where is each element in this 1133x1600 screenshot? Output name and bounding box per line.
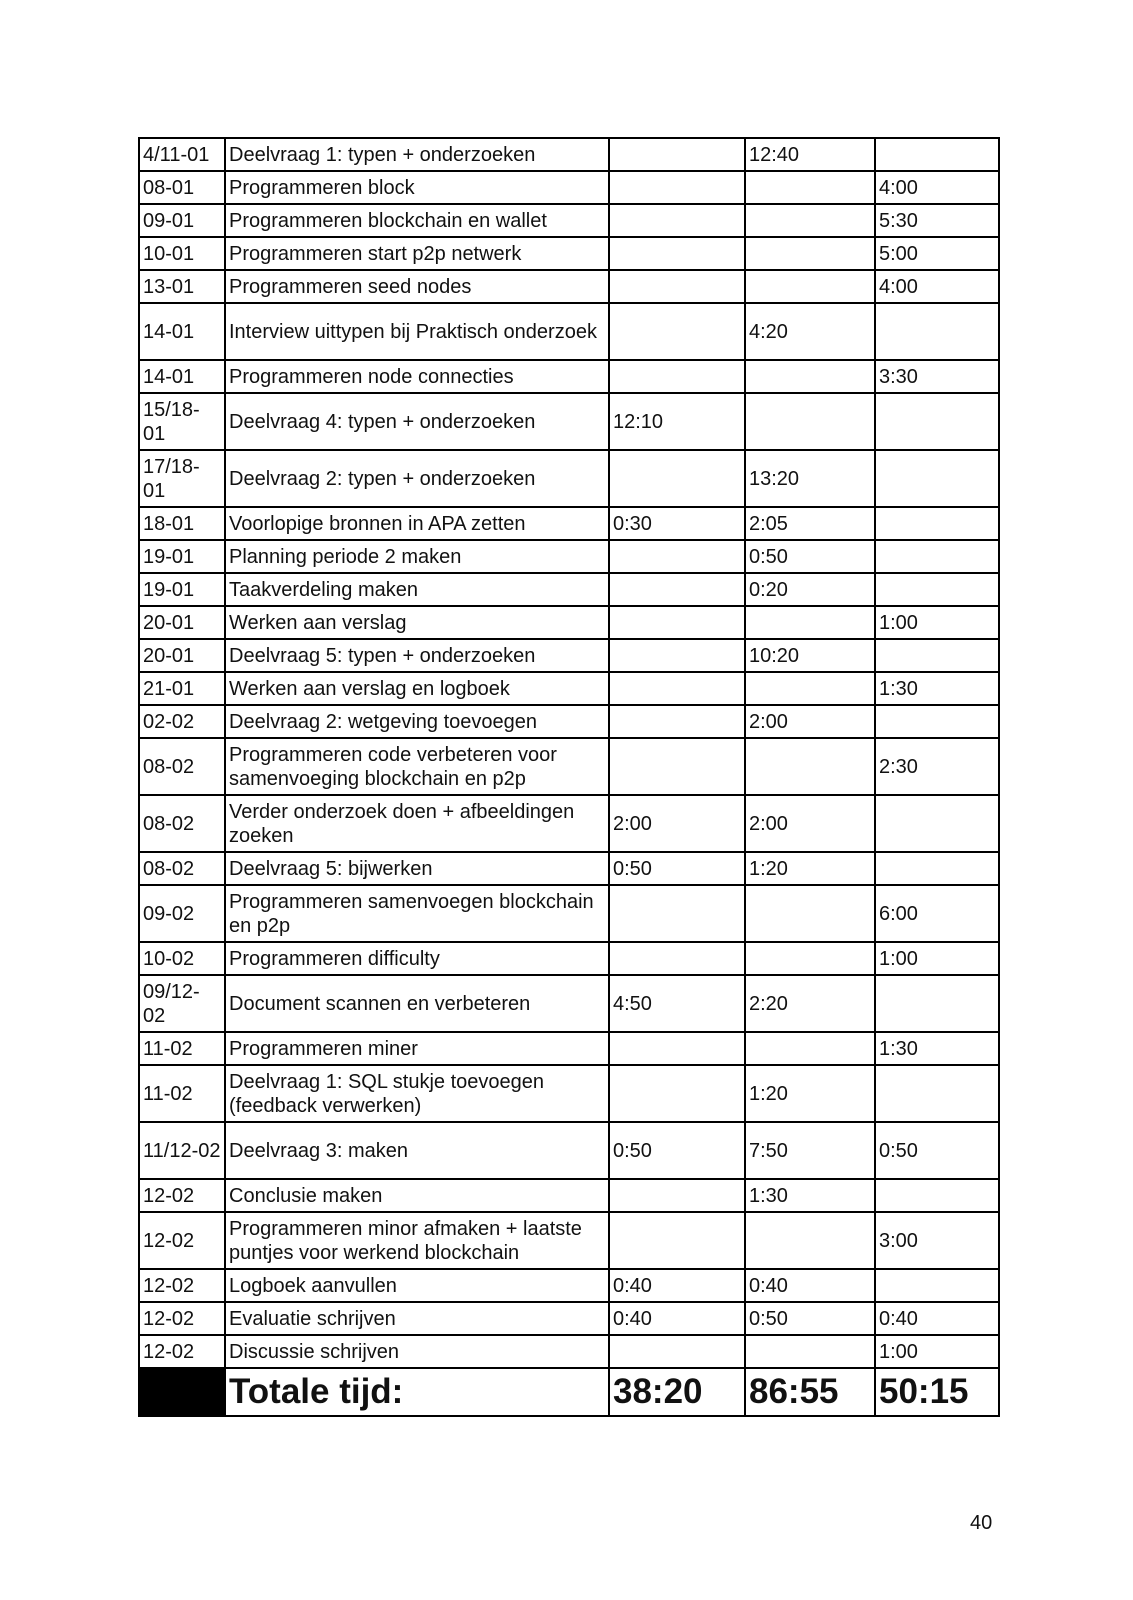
- time-col-a-cell: [609, 1179, 745, 1212]
- activity-cell: Deelvraag 1: typen + onderzoeken: [225, 138, 609, 171]
- table-row: [139, 237, 999, 270]
- activity-cell: Deelvraag 5: typen + onderzoeken: [225, 639, 609, 672]
- time-col-b-cell: 2:00: [745, 795, 875, 852]
- time-col-b-cell: [745, 1032, 875, 1065]
- time-col-c-cell: 5:30: [875, 204, 999, 237]
- date-cell: 11-02: [139, 1065, 225, 1122]
- time-col-c-cell: [875, 639, 999, 672]
- table-row: [139, 303, 999, 360]
- time-col-c-cell: [875, 795, 999, 852]
- date-cell: 14-01: [139, 303, 225, 360]
- total-col-a: 38:20: [609, 1368, 745, 1416]
- time-col-c-cell: [875, 1179, 999, 1212]
- time-col-a-cell: [609, 270, 745, 303]
- table-row: [139, 975, 999, 1032]
- date-cell: 09-02: [139, 885, 225, 942]
- time-col-a-cell: [609, 171, 745, 204]
- time-col-c-cell: 0:50: [875, 1122, 999, 1179]
- page-number: 40: [970, 1512, 993, 1534]
- table-row: [139, 738, 999, 795]
- date-cell: 09/12-02: [139, 975, 225, 1032]
- time-col-a-cell: 0:40: [609, 1302, 745, 1335]
- time-col-a-cell: [609, 573, 745, 606]
- time-col-c-cell: [875, 975, 999, 1032]
- time-col-a-cell: 0:40: [609, 1269, 745, 1302]
- time-col-b-cell: 10:20: [745, 639, 875, 672]
- time-col-b-cell: [745, 672, 875, 705]
- time-col-a-cell: [609, 540, 745, 573]
- activity-cell: Programmeren seed nodes: [225, 270, 609, 303]
- time-col-a-cell: 4:50: [609, 975, 745, 1032]
- date-cell: 15/18-01: [139, 393, 225, 450]
- activity-cell: Programmeren blockchain en wallet: [225, 204, 609, 237]
- table-row: [139, 1065, 999, 1122]
- time-col-a-cell: [609, 1335, 745, 1368]
- table-row: [139, 171, 999, 204]
- time-col-a-cell: [609, 450, 745, 507]
- activity-cell: Werken aan verslag en logboek: [225, 672, 609, 705]
- date-cell: 4/11-01: [139, 138, 225, 171]
- date-cell: 11/12-02: [139, 1122, 225, 1179]
- time-col-a-cell: [609, 942, 745, 975]
- time-col-b-cell: 2:20: [745, 975, 875, 1032]
- table-row: [139, 606, 999, 639]
- date-cell: 19-01: [139, 573, 225, 606]
- time-col-b-cell: 2:05: [745, 507, 875, 540]
- table-row: [139, 1302, 999, 1335]
- time-col-a-cell: [609, 1065, 745, 1122]
- table-row: [139, 450, 999, 507]
- date-cell: 12-02: [139, 1179, 225, 1212]
- time-col-c-cell: 3:00: [875, 1212, 999, 1269]
- time-col-c-cell: 1:00: [875, 1335, 999, 1368]
- time-col-b-cell: [745, 360, 875, 393]
- time-col-b-cell: [745, 738, 875, 795]
- time-col-c-cell: 3:30: [875, 360, 999, 393]
- time-col-b-cell: [745, 204, 875, 237]
- date-cell: 02-02: [139, 705, 225, 738]
- time-col-b-cell: 1:20: [745, 1065, 875, 1122]
- activity-cell: Deelvraag 2: typen + onderzoeken: [225, 450, 609, 507]
- total-row: [139, 1368, 999, 1416]
- time-col-b-cell: [745, 606, 875, 639]
- time-col-c-cell: 1:30: [875, 672, 999, 705]
- activity-cell: Taakverdeling maken: [225, 573, 609, 606]
- time-col-a-cell: 12:10: [609, 393, 745, 450]
- activity-cell: Verder onderzoek doen + afbeeldingen zoeken: [225, 795, 609, 852]
- time-col-b-cell: 1:20: [745, 852, 875, 885]
- date-cell: 08-02: [139, 852, 225, 885]
- activity-cell: Logboek aanvullen: [225, 1269, 609, 1302]
- time-col-a-cell: [609, 705, 745, 738]
- activity-cell: Document scannen en verbeteren: [225, 975, 609, 1032]
- date-cell: 09-01: [139, 204, 225, 237]
- activity-cell: Programmeren start p2p netwerk: [225, 237, 609, 270]
- table-row: [139, 705, 999, 738]
- time-col-c-cell: 1:00: [875, 606, 999, 639]
- total-col-c: 50:15: [875, 1368, 999, 1416]
- date-cell: 10-01: [139, 237, 225, 270]
- time-col-b-cell: [745, 270, 875, 303]
- date-cell: 10-02: [139, 942, 225, 975]
- table-row: [139, 138, 999, 171]
- date-cell: 13-01: [139, 270, 225, 303]
- time-col-b-cell: [745, 942, 875, 975]
- time-col-a-cell: [609, 1212, 745, 1269]
- table-row: [139, 360, 999, 393]
- time-col-b-cell: 0:40: [745, 1269, 875, 1302]
- time-col-b-cell: [745, 1335, 875, 1368]
- time-col-a-cell: 0:50: [609, 1122, 745, 1179]
- date-cell: 08-01: [139, 171, 225, 204]
- table-row: [139, 270, 999, 303]
- date-cell: 08-02: [139, 795, 225, 852]
- activity-cell: Voorlopige bronnen in APA zetten: [225, 507, 609, 540]
- time-col-a-cell: [609, 237, 745, 270]
- time-col-a-cell: [609, 138, 745, 171]
- time-col-c-cell: 5:00: [875, 237, 999, 270]
- table-row: [139, 540, 999, 573]
- activity-cell: Deelvraag 1: SQL stukje toevoegen (feedback verwerken): [225, 1065, 609, 1122]
- date-cell: 17/18-01: [139, 450, 225, 507]
- total-label: Totale tijd:: [225, 1368, 609, 1416]
- date-cell: 12-02: [139, 1302, 225, 1335]
- time-col-c-cell: [875, 573, 999, 606]
- activity-cell: Deelvraag 5: bijwerken: [225, 852, 609, 885]
- time-col-c-cell: [875, 393, 999, 450]
- time-col-a-cell: [609, 639, 745, 672]
- table-row: [139, 204, 999, 237]
- activity-cell: Planning periode 2 maken: [225, 540, 609, 573]
- time-col-a-cell: [609, 204, 745, 237]
- time-log-table: [138, 137, 1000, 1417]
- time-col-a-cell: [609, 360, 745, 393]
- time-col-a-cell: [609, 1032, 745, 1065]
- activity-cell: Werken aan verslag: [225, 606, 609, 639]
- date-cell: 12-02: [139, 1269, 225, 1302]
- activity-cell: Deelvraag 4: typen + onderzoeken: [225, 393, 609, 450]
- time-col-c-cell: [875, 540, 999, 573]
- time-col-a-cell: [609, 738, 745, 795]
- time-col-c-cell: [875, 705, 999, 738]
- date-cell: 20-01: [139, 639, 225, 672]
- activity-cell: Evaluatie schrijven: [225, 1302, 609, 1335]
- time-col-c-cell: 1:30: [875, 1032, 999, 1065]
- time-col-b-cell: 0:50: [745, 1302, 875, 1335]
- activity-cell: Conclusie maken: [225, 1179, 609, 1212]
- time-col-b-cell: 1:30: [745, 1179, 875, 1212]
- time-col-c-cell: [875, 1269, 999, 1302]
- time-col-b-cell: 0:50: [745, 540, 875, 573]
- activity-cell: Programmeren miner: [225, 1032, 609, 1065]
- time-col-a-cell: [609, 303, 745, 360]
- activity-cell: Discussie schrijven: [225, 1335, 609, 1368]
- time-col-c-cell: [875, 138, 999, 171]
- date-cell: 12-02: [139, 1212, 225, 1269]
- activity-cell: Programmeren block: [225, 171, 609, 204]
- table-row: [139, 639, 999, 672]
- time-col-a-cell: 0:50: [609, 852, 745, 885]
- time-col-c-cell: 0:40: [875, 1302, 999, 1335]
- time-col-c-cell: 4:00: [875, 171, 999, 204]
- table-row: [139, 1269, 999, 1302]
- time-col-b-cell: 4:20: [745, 303, 875, 360]
- time-col-c-cell: [875, 450, 999, 507]
- table-row: [139, 1032, 999, 1065]
- time-col-c-cell: 6:00: [875, 885, 999, 942]
- table-row: [139, 393, 999, 450]
- table-row: [139, 1212, 999, 1269]
- time-col-b-cell: 13:20: [745, 450, 875, 507]
- table-row: [139, 507, 999, 540]
- activity-cell: Programmeren difficulty: [225, 942, 609, 975]
- table-row: [139, 795, 999, 852]
- date-cell: 12-02: [139, 1335, 225, 1368]
- time-col-c-cell: [875, 1065, 999, 1122]
- time-col-c-cell: [875, 303, 999, 360]
- table-row: [139, 1179, 999, 1212]
- total-blank-cell: [139, 1368, 225, 1416]
- time-col-b-cell: [745, 171, 875, 204]
- activity-cell: Interview uittypen bij Praktisch onderzoek: [225, 303, 609, 360]
- time-col-b-cell: 7:50: [745, 1122, 875, 1179]
- activity-cell: Deelvraag 3: maken: [225, 1122, 609, 1179]
- table-row: [139, 1335, 999, 1368]
- time-log-body: [139, 138, 999, 1368]
- activity-cell: Programmeren node connecties: [225, 360, 609, 393]
- date-cell: 19-01: [139, 540, 225, 573]
- time-col-b-cell: 12:40: [745, 138, 875, 171]
- time-col-a-cell: [609, 672, 745, 705]
- activity-cell: Programmeren code verbeteren voor samenvoeging blockchain en p2p: [225, 738, 609, 795]
- activity-cell: Deelvraag 2: wetgeving toevoegen: [225, 705, 609, 738]
- activity-cell: Programmeren minor afmaken + laatste puntjes voor werkend blockchain: [225, 1212, 609, 1269]
- total-col-b: 86:55: [745, 1368, 875, 1416]
- time-col-c-cell: 1:00: [875, 942, 999, 975]
- table-row: [139, 1122, 999, 1179]
- table-row: [139, 885, 999, 942]
- time-col-c-cell: [875, 507, 999, 540]
- table-row: [139, 942, 999, 975]
- time-col-c-cell: [875, 852, 999, 885]
- time-col-b-cell: 0:20: [745, 573, 875, 606]
- date-cell: 14-01: [139, 360, 225, 393]
- date-cell: 11-02: [139, 1032, 225, 1065]
- time-col-b-cell: [745, 237, 875, 270]
- time-col-a-cell: 0:30: [609, 507, 745, 540]
- time-col-b-cell: [745, 1212, 875, 1269]
- table-row: [139, 573, 999, 606]
- date-cell: 18-01: [139, 507, 225, 540]
- table-row: [139, 852, 999, 885]
- time-col-c-cell: 4:00: [875, 270, 999, 303]
- activity-cell: Programmeren samenvoegen blockchain en p2p: [225, 885, 609, 942]
- date-cell: 21-01: [139, 672, 225, 705]
- time-col-a-cell: [609, 606, 745, 639]
- date-cell: 20-01: [139, 606, 225, 639]
- time-col-b-cell: 2:00: [745, 705, 875, 738]
- time-col-c-cell: 2:30: [875, 738, 999, 795]
- time-col-b-cell: [745, 393, 875, 450]
- date-cell: 08-02: [139, 738, 225, 795]
- time-col-b-cell: [745, 885, 875, 942]
- time-col-a-cell: 2:00: [609, 795, 745, 852]
- table-row: [139, 672, 999, 705]
- time-col-a-cell: [609, 885, 745, 942]
